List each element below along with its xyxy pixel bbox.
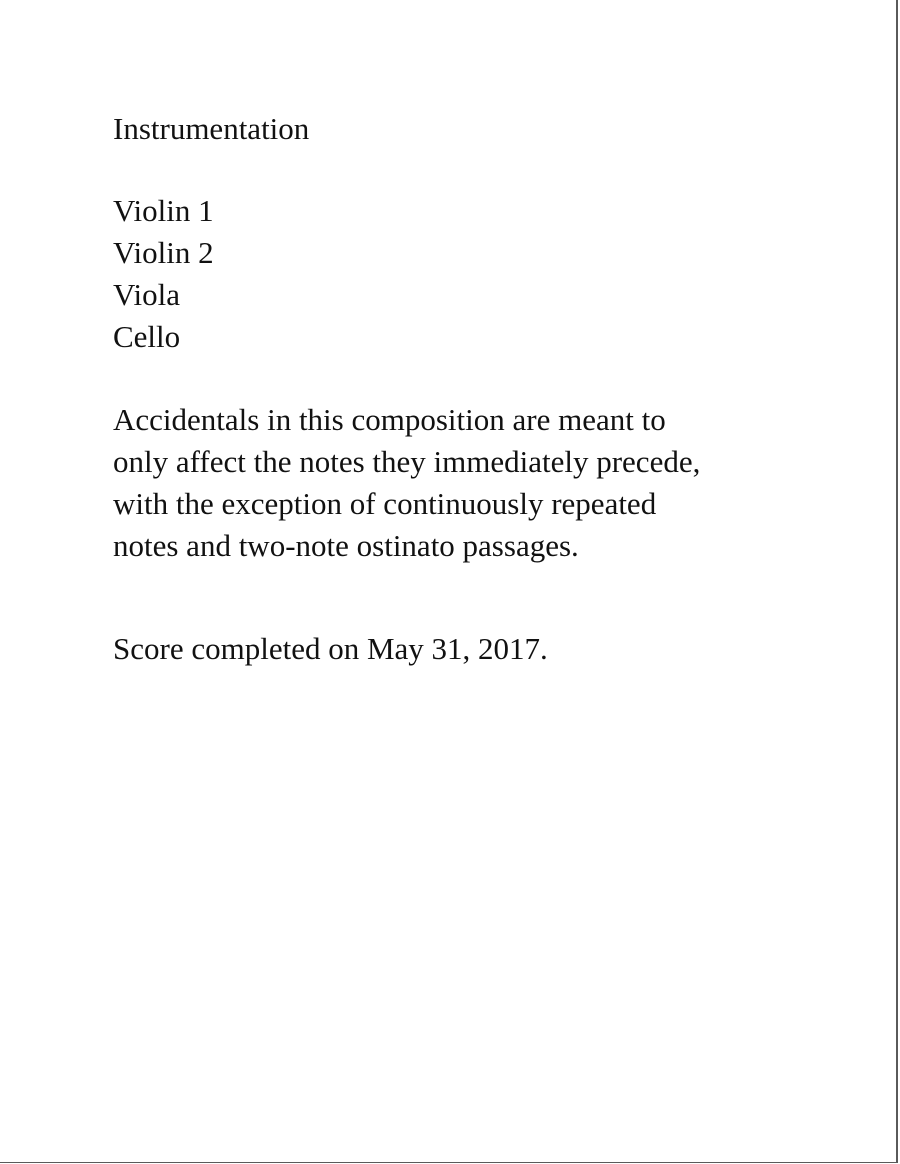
accidentals-note-line: notes and two-note ostinato passages. [113, 528, 579, 563]
completion-date-note: Score completed on May 31, 2017. [113, 631, 548, 666]
accidentals-note-line: with the exception of continuously repeated [113, 486, 657, 521]
accidentals-note [113, 399, 700, 567]
instrument-item-viola: Viola [113, 277, 181, 312]
instrument-item-cello: Cello [113, 319, 181, 354]
instrument-list [113, 190, 214, 358]
accidentals-note-line: Accidentals in this composition are meant to [113, 402, 666, 437]
instrument-item-violin-2: Violin 2 [113, 235, 214, 270]
accidentals-note-line: only affect the notes they immediately precede, [113, 444, 701, 479]
instrument-item-violin-1: Violin 1 [113, 193, 214, 228]
instrumentation-heading: Instrumentation [113, 111, 310, 146]
